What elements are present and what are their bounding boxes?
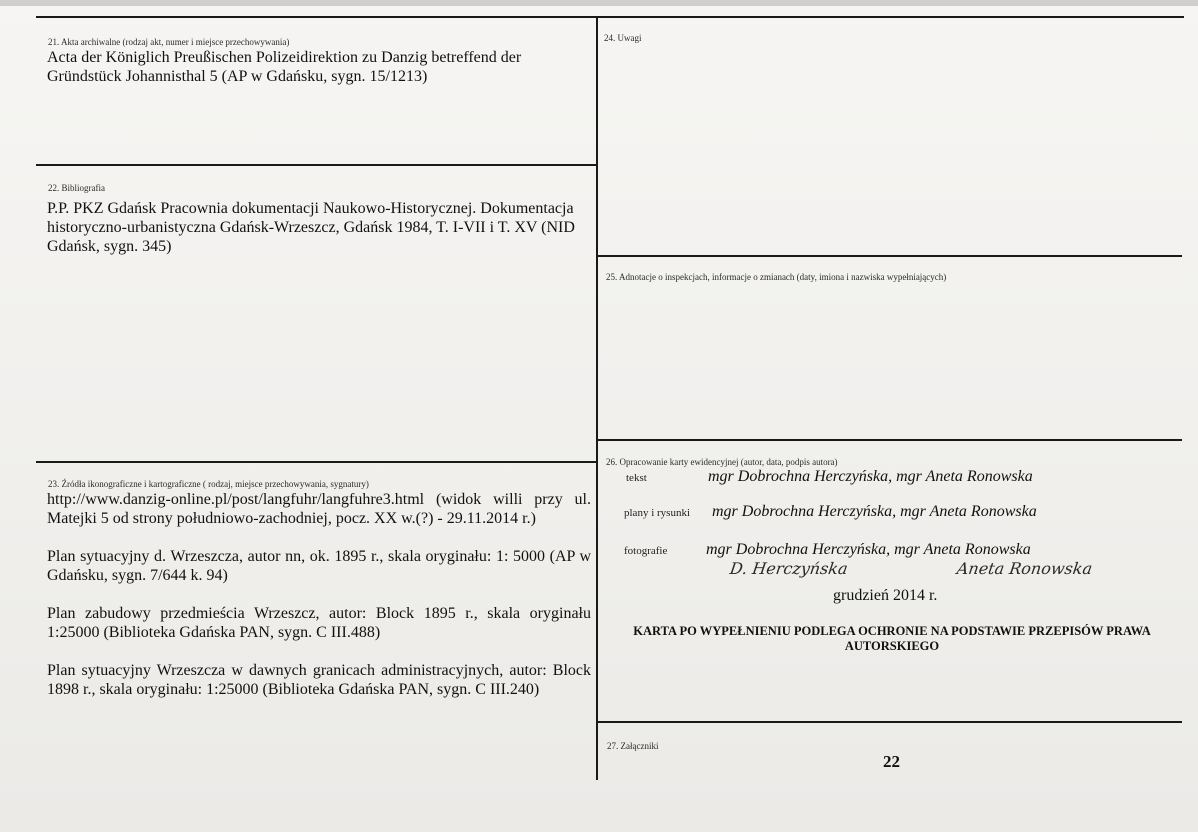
iconography-source-item: http://www.danzig-online.pl/post/langfuhr/langfuhre3.html (widok willi przy ul. Matejki 5 od strony południowo-zachodniej, pocz. XX w.(?) - 29.11.2014 r.) bbox=[47, 491, 591, 527]
section-21-label: 21. Akta archiwalne (rodzaj akt, numer i miejsce przechowywania) bbox=[48, 37, 290, 47]
author-row-label: tekst bbox=[626, 472, 647, 484]
divider-24-25 bbox=[598, 255, 1182, 257]
iconography-source-item: Plan zabudowy przedmieścia Wrzeszcz, autor: Block 1895 r., skala oryginału 1:25000 (Biblioteka Gdańska PAN, sygn. C III.488) bbox=[47, 605, 591, 641]
divider-26-27 bbox=[598, 721, 1182, 723]
divider-21-22 bbox=[36, 164, 596, 166]
column-divider bbox=[596, 16, 598, 780]
section-26-label: 26. Opracowanie karty ewidencyjnej (autor, data, podpis autora) bbox=[606, 457, 838, 467]
iconography-source-item: Plan sytuacyjny Wrzeszcza w dawnych granicach administracyjnych, autor: Block 1898 r., skala oryginału: 1:25000 (Biblioteka Gdańska PAN, sygn. C III.240) bbox=[47, 662, 591, 698]
divider-22-23 bbox=[36, 461, 596, 463]
signature-1: D. Herczyńska bbox=[728, 559, 850, 578]
signature-2: Aneta Ronowska bbox=[955, 559, 1094, 578]
author-row-text bbox=[626, 468, 1033, 486]
section-22-label: 22. Bibliografia bbox=[48, 183, 105, 193]
section-24-label: 24. Uwagi bbox=[604, 33, 642, 43]
section-22-text: P.P. PKZ Gdańsk Pracownia dokumentacji Naukowo-Historycznej. Dokumentacja historyczno-urbanistyczna Gdańsk-Wrzeszcz, Gdańsk 1984, T. I-VII i T. XV (NID Gdańsk, sygn. 345) bbox=[47, 200, 575, 255]
author-row-value: mgr Dobrochna Herczyńska, mgr Aneta Ronowska bbox=[708, 468, 1033, 485]
author-row-value: mgr Dobrochna Herczyńska, mgr Aneta Ronowska bbox=[706, 541, 1031, 558]
author-row-plans bbox=[624, 503, 1037, 521]
completion-date: grudzień 2014 r. bbox=[833, 587, 938, 604]
section-23-list bbox=[47, 490, 591, 699]
author-row-value: mgr Dobrochna Herczyńska, mgr Aneta Ronowska bbox=[712, 503, 1037, 520]
divider-25-26 bbox=[598, 439, 1182, 441]
section-25-label: 25. Adnotacje o inspekcjach, informacje o zmianach (daty, imiona i nazwiska wypełniających) bbox=[606, 272, 947, 282]
top-border bbox=[36, 16, 1184, 18]
author-row-label: fotografie bbox=[624, 545, 668, 557]
section-27-label: 27. Załączniki bbox=[607, 741, 659, 751]
author-row-photos bbox=[624, 541, 1031, 559]
scan-edge bbox=[0, 0, 1198, 6]
section-23-label: 23. Źródła ikonograficzne i kartograficzne ( rodzaj, miejsce przechowywania, sygnatury) bbox=[48, 479, 369, 489]
iconography-source-item: Plan sytuacyjny d. Wrzeszcza, autor nn, ok. 1895 r., skala oryginału: 1: 5000 (AP w Gdańsku, sygn. 7/644 k. 94) bbox=[47, 548, 591, 584]
section-21-text: Acta der Königlich Preußischen Polizeidirektion zu Danzig betreffend der Gründstück Johannisthal 5 (AP w Gdańsku, sygn. 15/1213) bbox=[47, 49, 522, 85]
copyright-notice: KARTA PO WYPEŁNIENIU PODLEGA OCHRONIE NA PODSTAWIE PRZEPISÓW PRAWA AUTORSKIEGO bbox=[633, 624, 1151, 653]
author-row-label: plany i rysunki bbox=[624, 507, 690, 519]
page-number: 22 bbox=[883, 752, 900, 771]
